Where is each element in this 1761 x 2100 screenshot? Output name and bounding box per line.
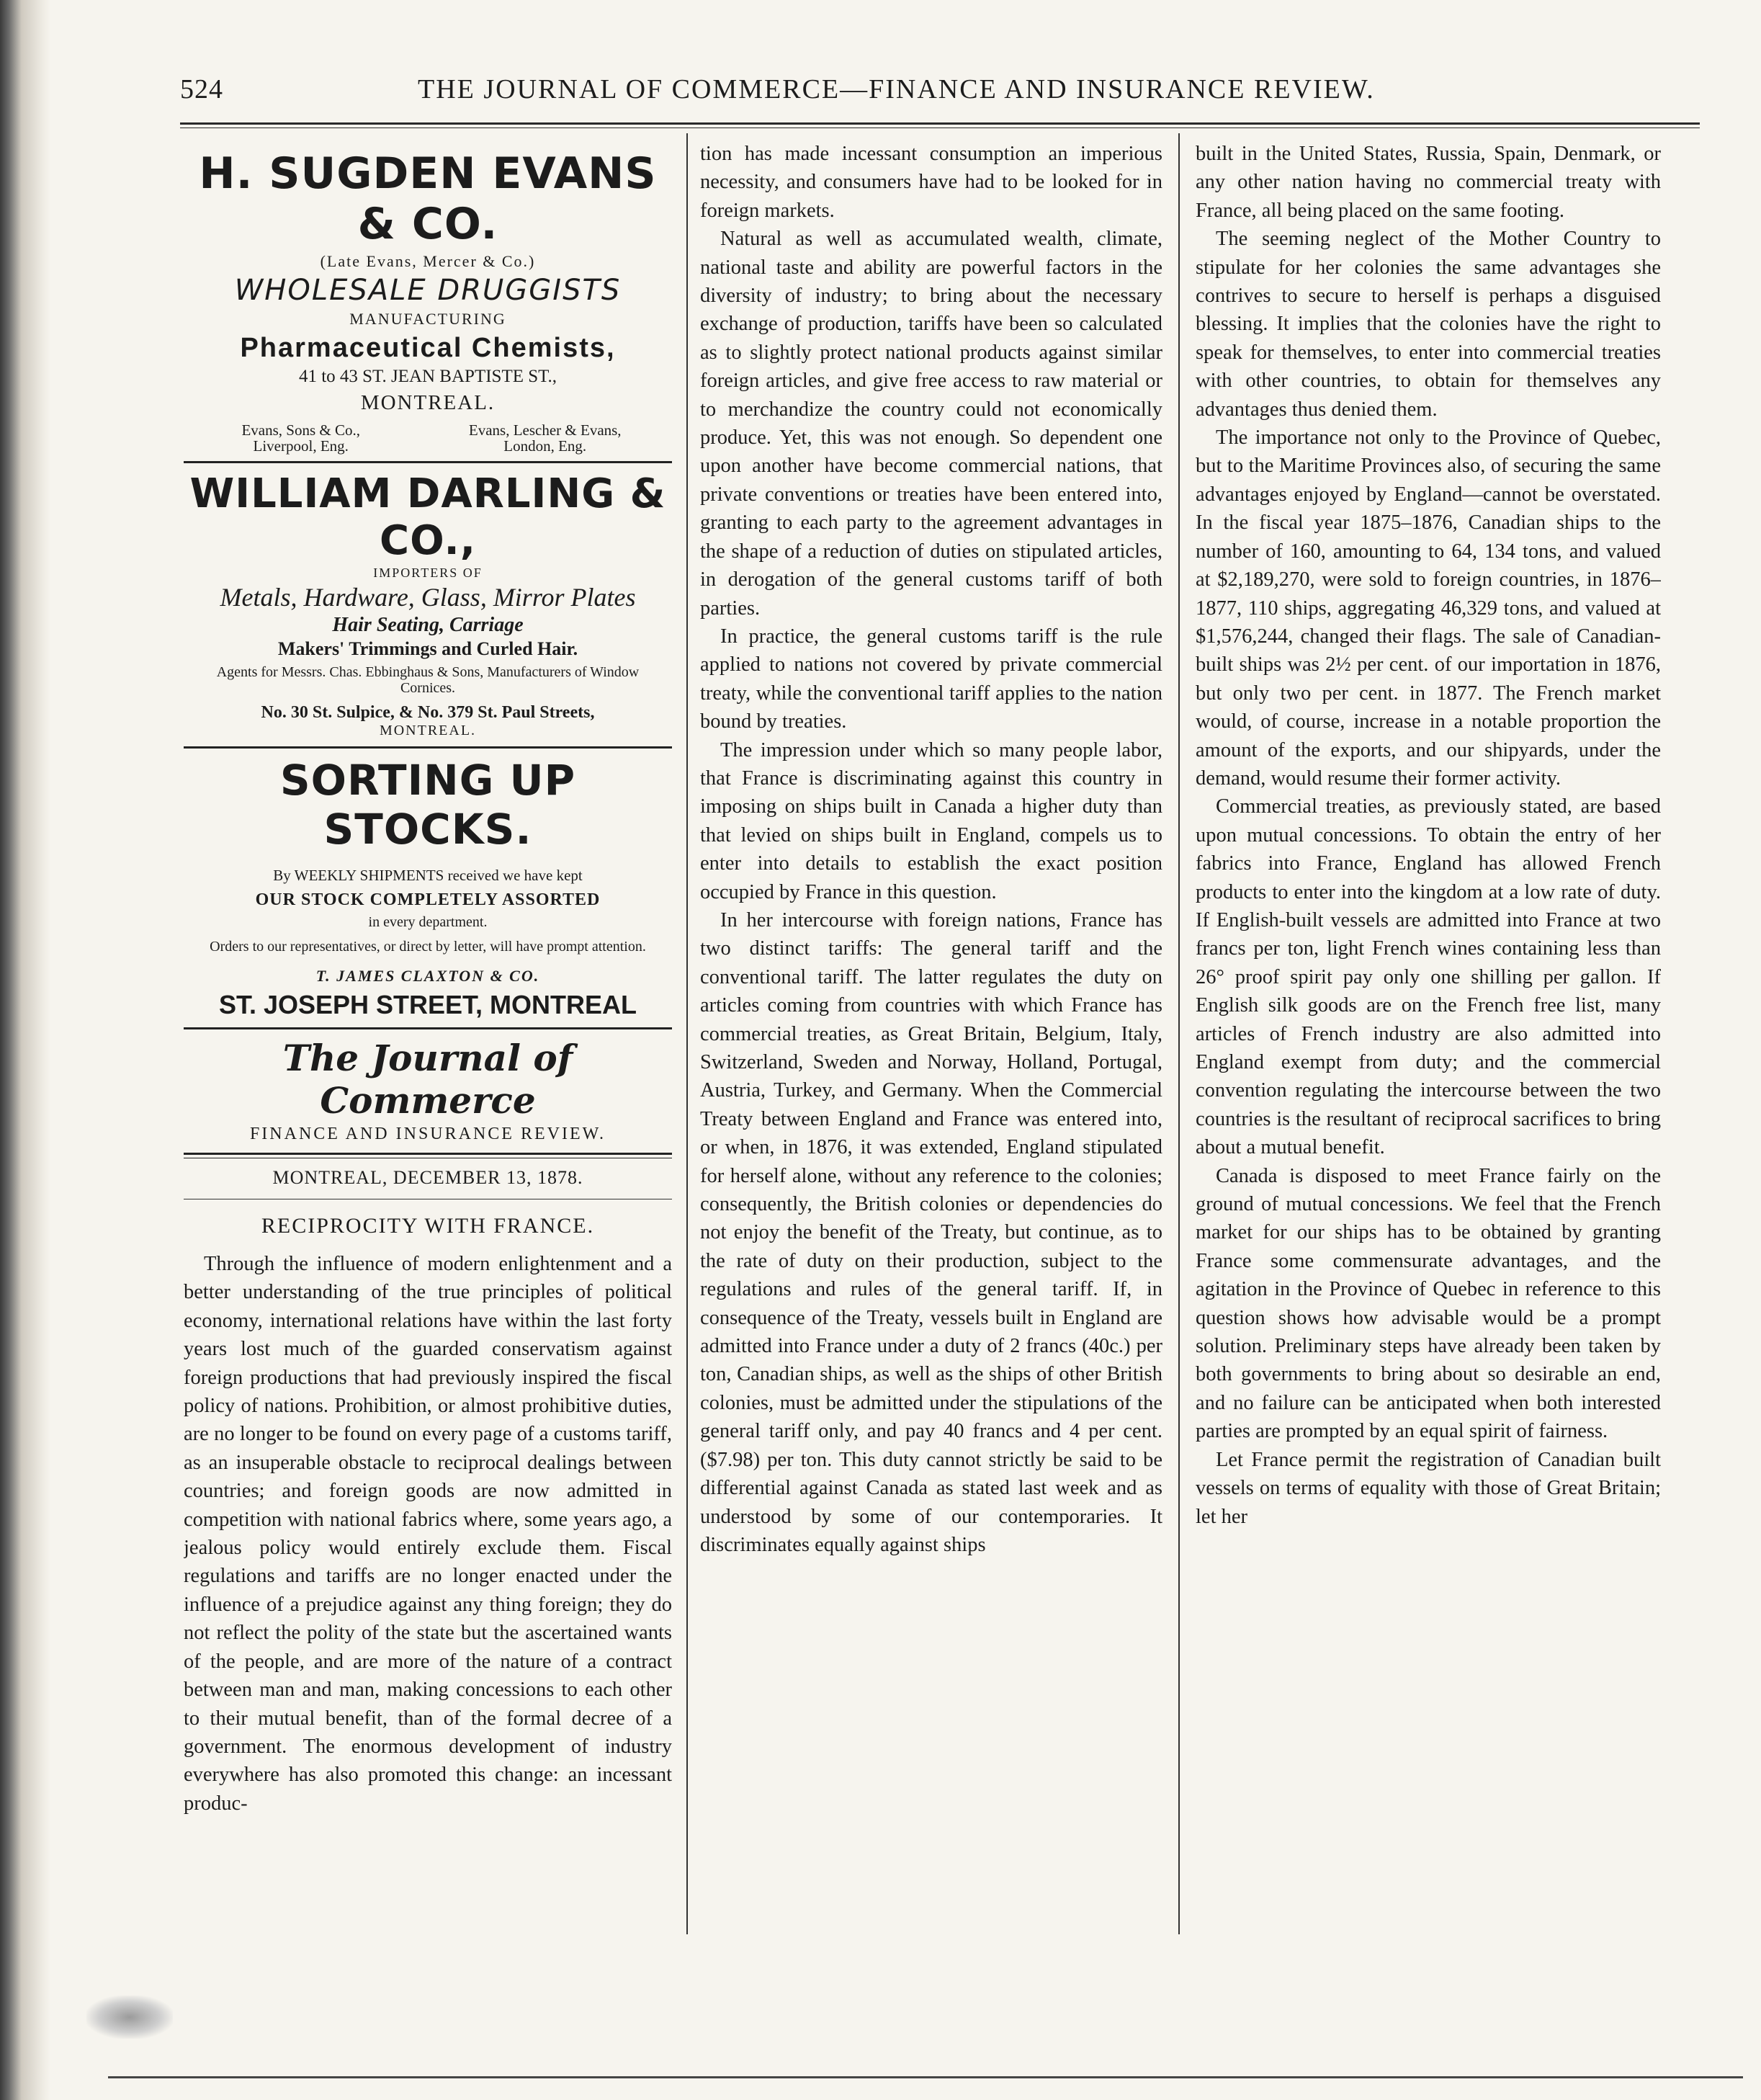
article-col1-para-1: Through the influence of modern enlightenment and a better understanding of the true principles of political economy, international relations have within the last forty years lost much of the guarded conservatism against foreign productions that had previously inspired the fiscal policy of nations. Prohibition, or almost prohibitive duties, are no longer to be found on every page of a customs tariff, as an insuperable obstacle to reciprocal dealings between countries; and foreign goods are now admitted in competition with national fabrics where, some years ago, a jealous policy would entirely exclude them. Fiscal regulations and tariffs are no longer enacted under the influence of a prejudice against any thing foreign; they do not reflect the polity of the state but the ascertained wants of the people, and are more of the nature of a contract between man and man, making concessions to each other to their mutual benefit, than of the formal decree of a government. The enormous development of industry everywhere has also promoted this change: an incessant produc-: [184, 1253, 672, 1815]
column-divider-2: [1178, 133, 1180, 1934]
ad-darling-title: WILLIAM DARLING & CO.,: [189, 470, 666, 564]
running-head: THE JOURNAL OF COMMERCE—FINANCE AND INSURANCE REVIEW.: [418, 74, 1375, 104]
ad-claxton-line5: T. JAMES CLAXTON & CO.: [315, 967, 540, 985]
article-col2-para-2: Natural as well as accumulated wealth, climate, national taste and ability are powerful factors in the diversity of industry; to bring about the necessary exchange of production, tariffs have been so calculated as to slightly protect national products against similar foreign articles, and give free access to raw material or to merchandize the country could not economically produce. Yet, this was not enough. So dependent one upon another have become commercial nations, that private conventions or treaties have been entered into, granting to each party to the agreement advantages in the shape of a reduction of duties on stipulated articles, in derogation of the general customs tariff of both parties.: [700, 228, 1162, 620]
article-col3-para-2: The seeming neglect of the Mother Country to stipulate for her colonies the same advantages she contrives to secure to herself is perhaps a disguised blessing. It implies that the colonies have the right to speak for themselves, to enter into commercial treaties with other countries, to obtain for themselves any advantages thus denied them.: [1196, 228, 1661, 421]
ad-darling-line2: Metals, Hardware, Glass, Mirror Plates: [220, 583, 636, 612]
article-title: RECIPROCITY WITH FRANCE.: [261, 1214, 595, 1238]
ad-sugden-line4: 41 to 43 ST. JEAN BAPTISTE ST.,: [298, 367, 557, 386]
ad-darling-line6: No. 30 St. Sulpice, & No. 379 St. Paul Streets,: [261, 703, 595, 722]
ad-darling-line5: Agents for Messrs. Chas. Ebbinghaus & Sons, Manufacturers of Window Cornices.: [216, 664, 640, 696]
ad-darling-line1: IMPORTERS OF: [373, 566, 483, 580]
column-divider-1: [686, 133, 688, 1934]
ad-claxton-title: SORTING UP STOCKS.: [279, 756, 576, 854]
ad-darling-line3: Hair Seating, Carriage: [332, 614, 524, 636]
article-col2-para-5: In her intercourse with foreign nations, France has two distinct tariffs: The general tariff and the conventional tariff. The latter regulates the duty on articles coming from countries with which France has commercial treaties, as Great Britain, Belgium, Italy, Switzerland, Sweden and Norway, Holland, Portugal, Austria, Turkey, and Germany. When the Commercial Treaty between England and France was entered into, or when, in 1876, it was extended, England stipulated for herself alone, without any reference to the colonies; consequently, the British colonies or dependencies do not enjoy the benefit of the Treaty, but continue, as to the rate of duty on their production, subject to the regulations and rules of the general tariff. If, in consequence of the Treaty, vessels built in England are admitted into France under a duty of 2 francs (40c.) per ton, Canadian ships, as well as the ships of other British colonies, must be admitted under the stipulations of the general tariff only, and pay 40 francs and 4 per cent. ($7.98) per ton. This duty cannot strictly be said to be differential against Canada as stated last week and as understood by some of our contemporaries. It discriminates equally against ships: [700, 908, 1162, 1556]
masthead-subtitle: FINANCE AND INSURANCE REVIEW.: [249, 1125, 606, 1143]
masthead: [184, 1037, 672, 1144]
ad-sugden-left-note-1: Evans, Sons & Co.,: [241, 421, 360, 439]
ad-sugden-line2: MANUFACTURING: [349, 310, 506, 328]
ad-darling: [184, 470, 672, 739]
ad-sugden: [184, 148, 672, 454]
ad-claxton-line6: ST. JOSEPH STREET, MONTREAL: [218, 990, 637, 1019]
masthead-title: The Journal of Commerce: [282, 1037, 573, 1122]
ad-sugden-line3: Pharmaceutical Chemists,: [240, 333, 616, 363]
ad-claxton: [184, 756, 672, 1020]
masthead-rule: [184, 1153, 672, 1158]
ad-sugden-right-note-1: Evans, Lescher & Evans,: [468, 421, 622, 439]
column-2: [700, 140, 1162, 1941]
ad-divider-3: [184, 1027, 672, 1029]
ad-sugden-right-note: [418, 422, 672, 454]
article-col3-para-6: Let France permit the registration of Canadian built vessels on terms of equality with those of Great Britain; let her: [1196, 1448, 1661, 1528]
article-col3-para-5: Canada is disposed to meet France fairly on the ground of mutual concessions. We feel that the French market for our ships has to be obtained by granting France some commensurate advantages, and the agitation in the Province of Quebec in reference to this question shows how advisable would be a prompt solution. Preliminary steps have already been taken by both governments to bring about so desirable an end, and no failure can be anticipated when both interested parties are prompted by an equal spirit of fairness.: [1196, 1164, 1661, 1443]
ad-claxton-line4: Orders to our representatives, or direct by letter, will have prompt attention.: [210, 939, 646, 955]
ad-sugden-line1: WHOLESALE DRUGGISTS: [234, 274, 622, 307]
ad-sugden-title: H. SUGDEN EVANS & CO.: [199, 148, 657, 249]
ad-sugden-right-note-2: London, Eng.: [503, 437, 587, 455]
ad-sugden-subtitle: (Late Evans, Mercer & Co.): [320, 252, 536, 270]
column-1: [184, 138, 672, 1939]
ad-claxton-line1: By WEEKLY SHIPMENTS received we have kept: [273, 867, 583, 884]
header-rule-top: [180, 122, 1700, 125]
ad-divider-2: [184, 746, 672, 749]
page-number: 524: [180, 74, 223, 104]
ad-sugden-left-note-2: Liverpool, Eng.: [253, 437, 349, 455]
ad-sugden-left-note: [184, 422, 418, 454]
page-stain: [86, 1996, 173, 2039]
page-binding-edge: [0, 0, 50, 2100]
ad-divider-1: [184, 461, 672, 463]
article-col3-para-3: The importance not only to the Province of Quebec, but to the Maritime Provinces also, of securing the same advantages enjoyed by England—cannot be overstated. In the fiscal year 1875–1876, Canadian ships to the number of 160, amounting to 64, 134 tons, and valued at $2,189,270, were sold to foreign countries, in 1876–1877, 110 ships, aggregating 46,329 tons, and valued at $1,576,244, changed their flags. The sale of Canadian-built ships was 2½ per cent. of our importation in 1876, but only two per cent. in 1877. The French market would, of course, increase in a notable proportion the amount of the exports, and our shipyards, under the demand, would resume their former activity.: [1196, 426, 1661, 790]
article-col2-para-1: tion has made incessant consumption an imperious necessity, and consumers have had to be looked for in foreign markets.: [700, 143, 1162, 222]
article-col3-para-4: Commercial treaties, as previously stated, are based upon mutual concessions. To obtain the entry of her fabrics into France, England has allowed French products to enter into the kingdom at a low rate of duty. If English-built vessels are admitted into France at two francs per ton, light French wines containing less than 26° proof spirit pay only one shilling per gallon. If English silk goods are on the French free list, many articles of French industry are also admitted into England exempt from duty; and the commercial convention regulating the intercourse between the two countries is the resultant of reciprocal sacrifices to bring about a mutual benefit.: [1196, 795, 1661, 1159]
ad-sugden-line5: MONTREAL.: [360, 391, 496, 414]
page-header: [180, 73, 1678, 110]
article-col2-para-3: In practice, the general customs tariff is the rule applied to nations not covered by private commercial treaty, while the conventional tariff applies to the nation bound by treaties.: [700, 625, 1162, 733]
bottom-rule: [108, 2076, 1743, 2078]
dateline: MONTREAL, DECEMBER 13, 1878.: [272, 1167, 583, 1188]
ad-darling-line4: Makers' Trimmings and Curled Hair.: [277, 638, 578, 659]
article-col3-para-1: built in the United States, Russia, Spain, Denmark, or any other nation having no commercial treaty with France, all being placed on the same footing.: [1196, 143, 1661, 222]
article-col2-para-4: The impression under which so many people labor, that France is discriminating against this country in imposing on ships built in Canada a higher duty than that levied on ships built in England, compels us to enter into details to establish the exact position occupied by France in this question.: [700, 738, 1162, 903]
ad-sugden-notes: [184, 422, 672, 454]
ad-darling-line7: MONTREAL.: [379, 723, 477, 738]
ad-claxton-line3: in every department.: [368, 914, 488, 930]
ad-claxton-line2: OUR STOCK COMPLETELY ASSORTED: [255, 890, 601, 909]
column-3: [1196, 140, 1661, 1941]
